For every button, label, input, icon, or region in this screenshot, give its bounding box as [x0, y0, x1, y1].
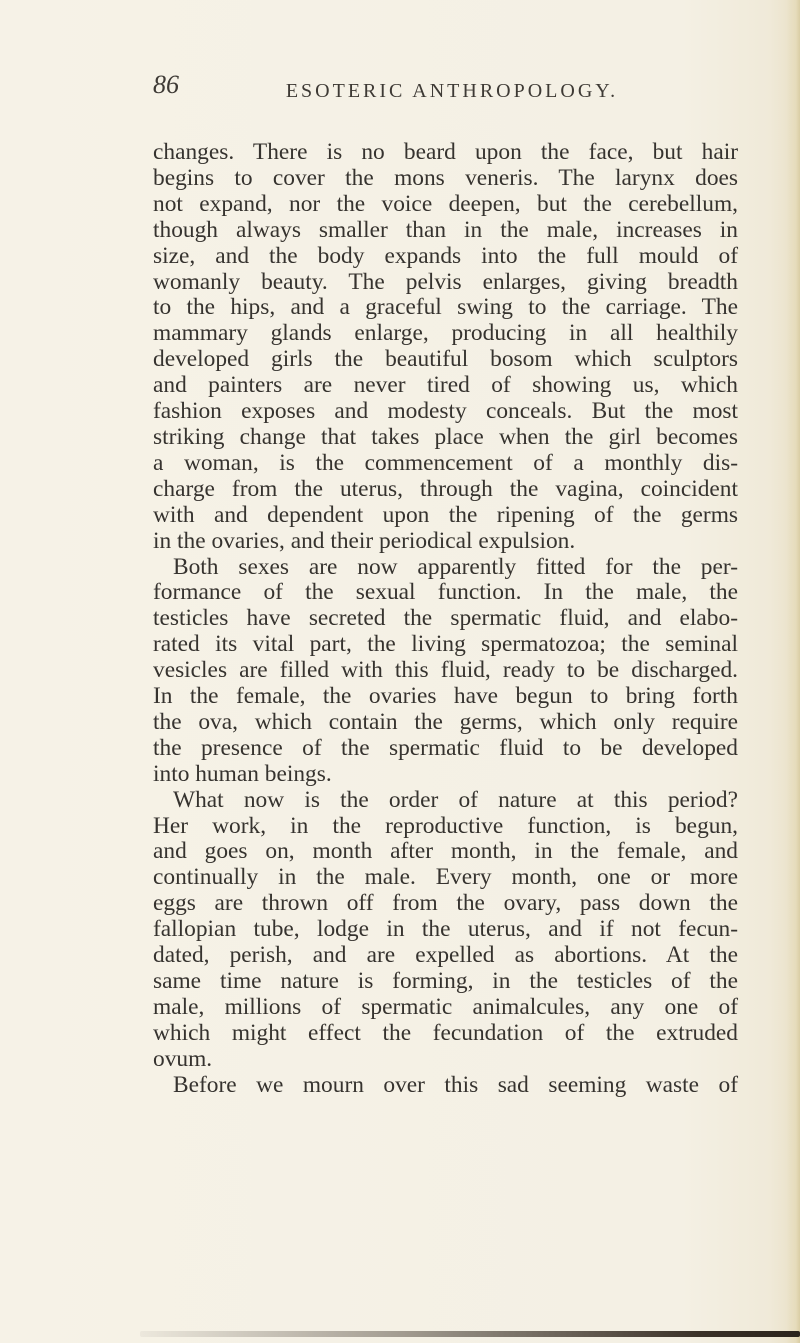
page-edge-shading	[786, 0, 800, 1343]
text-line: in the ovaries, and their periodical expulsion.	[153, 527, 576, 554]
page-bottom-edge	[140, 1331, 800, 1337]
text-line: dated, perish, and are expelled as abortions. At the	[153, 942, 738, 969]
text-line: fashion exposes and modesty conceals. But the most	[153, 398, 738, 425]
body-text	[153, 140, 738, 1099]
text-line: mammary glands enlarge, producing in all healthily	[153, 320, 738, 347]
text-line: womanly beauty. The pelvis enlarges, giving breadth	[153, 268, 738, 295]
text-line: the ova, which contain the germs, which only require	[153, 708, 738, 735]
text-line: vesicles are filled with this fluid, ready to be discharged.	[153, 657, 738, 684]
text-line: same time nature is forming, in the testicles of the	[153, 968, 738, 994]
text-line: charge from the uterus, through the vagina, coincident	[153, 475, 738, 502]
text-line: into human beings.	[153, 760, 332, 787]
text-line: male, millions of spermatic animalcules, any one of	[153, 993, 738, 1020]
text-line: not expand, nor the voice deepen, but the cerebellum,	[153, 190, 738, 217]
text-line: formance of the sexual function. In the male, the	[153, 579, 738, 606]
running-head: ESOTERIC ANTHROPOLOGY.	[285, 80, 619, 102]
text-line: ovum.	[153, 1045, 213, 1072]
text-line: to the hips, and a graceful swing to the carriage. The	[153, 294, 738, 321]
text-line: striking change that takes place when the girl becomes	[153, 423, 738, 450]
text-line: Both sexes are now apparently fitted for the per-	[173, 553, 738, 580]
text-line: Before we mourn over this sad seeming waste of	[173, 1071, 738, 1098]
text-line: which might effect the fecundation of the extruded	[153, 1019, 738, 1046]
text-line: testicles have secreted the spermatic fluid, and elabo-	[153, 605, 738, 632]
text-line: fallopian tube, lodge in the uterus, and if not fecun-	[153, 916, 738, 943]
text-line: begins to cover the mons veneris. The larynx does	[153, 164, 738, 191]
text-line: and goes on, month after month, in the female, and	[153, 838, 738, 865]
text-line: a woman, is the commencement of a monthly dis-	[153, 449, 738, 476]
text-line: though always smaller than in the male, increases in	[153, 216, 738, 243]
text-line: developed girls the beautiful bosom which sculptors	[153, 346, 738, 373]
text-line: eggs are thrown off from the ovary, pass down the	[153, 890, 738, 917]
text-line: What now is the order of nature at this period?	[173, 786, 738, 813]
page-number: 86	[153, 70, 179, 99]
text-line: and painters are never tired of showing us, which	[153, 372, 738, 399]
text-line: In the female, the ovaries have begun to bring forth	[153, 683, 738, 710]
text-line: continually in the male. Every month, one or more	[153, 864, 738, 891]
text-line: with and dependent upon the ripening of the germs	[153, 501, 738, 528]
text-line: Her work, in the reproductive function, is begun,	[153, 812, 738, 839]
text-line: size, and the body expands into the full mould of	[153, 242, 738, 269]
text-line: rated its vital part, the living spermatozoa; the seminal	[153, 631, 738, 658]
text-line: changes. There is no beard upon the face, but hair	[153, 139, 738, 165]
text-line: the presence of the spermatic fluid to be developed	[153, 734, 738, 761]
